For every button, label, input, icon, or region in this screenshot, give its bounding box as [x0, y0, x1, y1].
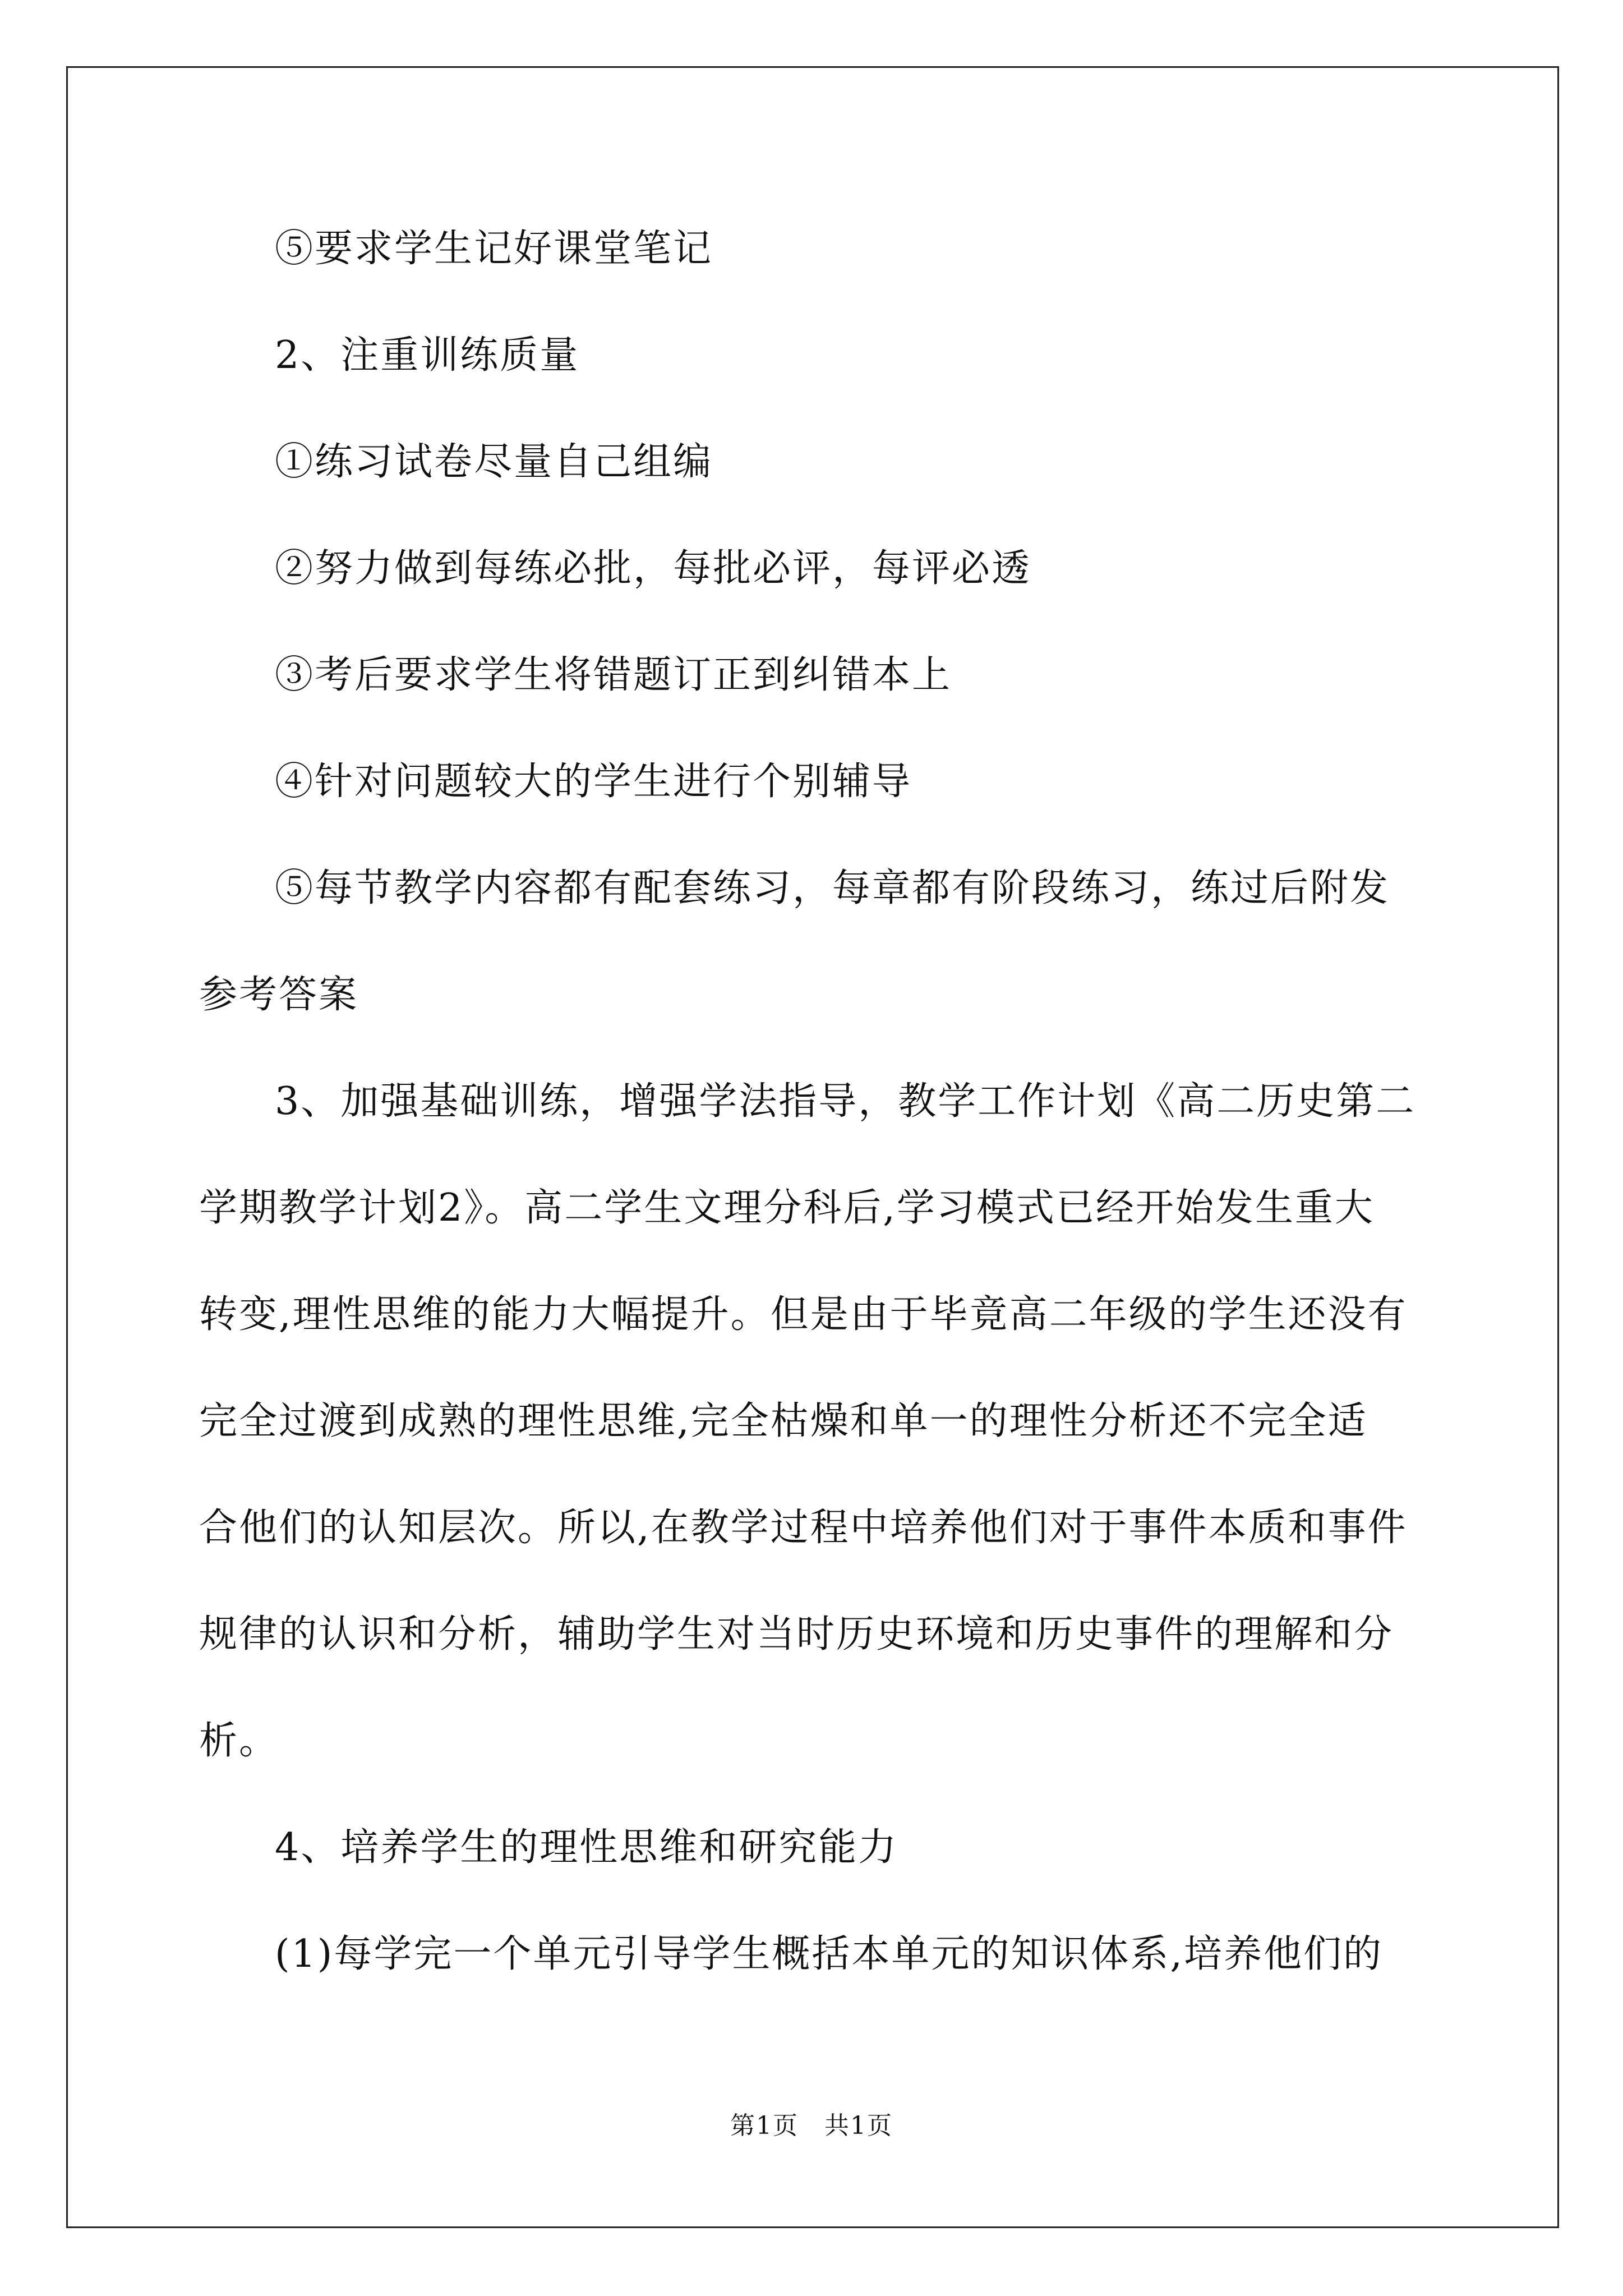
text-line: ⑤每节教学内容都有配套练习，每章都有阶段练习，练过后附发: [275, 866, 1390, 910]
text-line: 4、培养学生的理性思维和研究能力: [275, 1825, 898, 1870]
text-line: 学期教学计划2》。高二学生文理分科后,学习模式已经开始发生重大: [199, 1186, 1375, 1230]
page-border: [66, 66, 1559, 2228]
text-line: 完全过渡到成熟的理性思维,完全枯燥和单一的理性分析还不完全适: [199, 1399, 1368, 1443]
page-footer: 第1页 共1页: [730, 2111, 893, 2140]
text-line: 3、加强基础训练，增强学法指导，教学工作计划《高二历史第二: [275, 1079, 1416, 1124]
text-line: 规律的认识和分析，辅助学生对当时历史环境和历史事件的理解和分: [199, 1612, 1394, 1657]
text-line: ①练习试卷尽量自己组编: [275, 440, 713, 484]
text-line: 2、注重训练质量: [275, 333, 580, 378]
text-line: 参考答案: [199, 973, 359, 1017]
text-line: ④针对问题较大的学生进行个别辅导: [275, 760, 912, 804]
text-line: 合他们的认知层次。所以,在教学过程中培养他们对于事件本质和事件: [199, 1506, 1408, 1550]
text-line: ②努力做到每练必批，每批必评，每评必透: [275, 546, 1032, 591]
text-line: ⑤要求学生记好课堂笔记: [275, 227, 713, 271]
text-line: (1)每学完一个单元引导学生概括本单元的知识体系,培养他们的: [275, 1932, 1383, 1976]
text-line: 转变,理性思维的能力大幅提升。但是由于毕竟高二年级的学生还没有: [199, 1292, 1408, 1337]
text-line: 析。: [199, 1719, 279, 1763]
text-line: ③考后要求学生将错题订正到纠错本上: [275, 653, 952, 697]
